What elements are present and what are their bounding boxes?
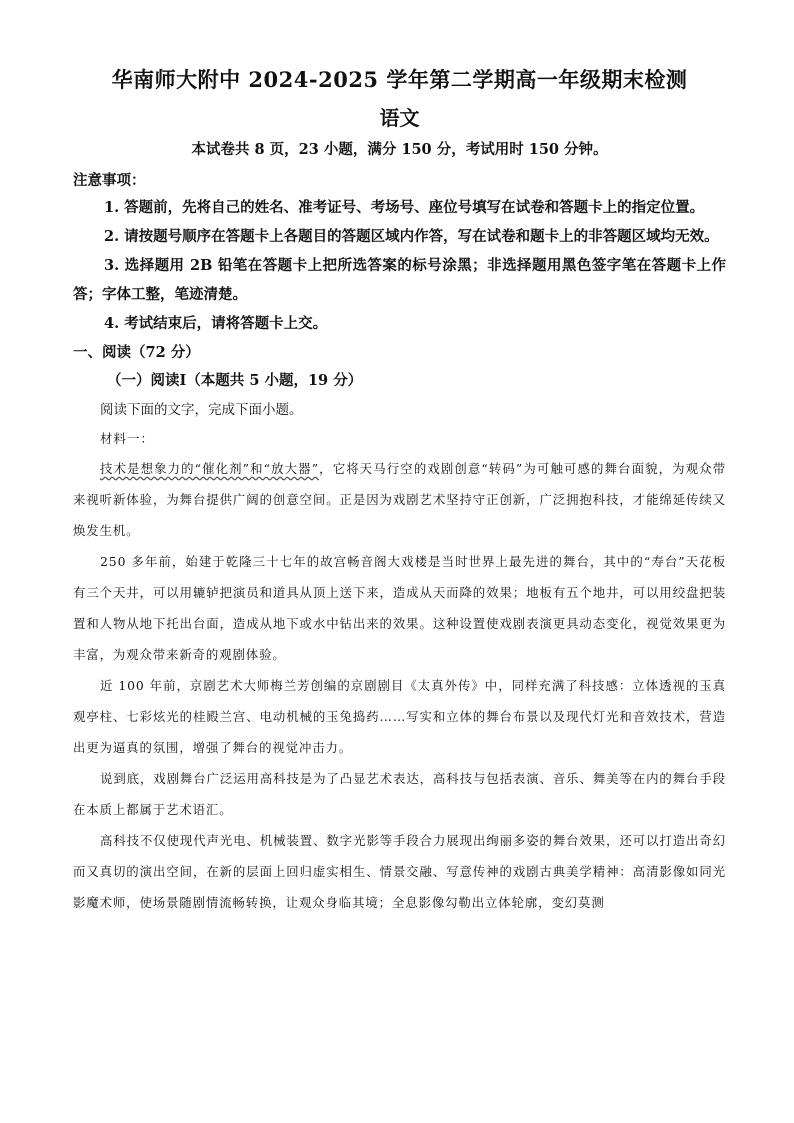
- notice-item-2: 2. 请按题号顺序在答题卡上各题目的答题区域内作答，写在试卷和题卡上的非答题区域均无效。: [104, 228, 719, 245]
- reading-instruction: 阅读下面的文字，完成下面小题。: [100, 402, 303, 418]
- section-title: 一、阅读（72 分）: [73, 344, 200, 361]
- passage-paragraph-4: 说到底，戏剧舞台广泛运用高科技是为了凸显艺术表达，高科技与包括表演、音乐、舞美等在内的舞台手段在本质上都属于艺术语汇。: [73, 771, 726, 817]
- passage-paragraph-5: 高科技不仅使现代声光电、机械装置、数字光影等手段合力展现出绚丽多姿的舞台效果，还可以打造出奇幻而又真切的演出空间，在新的层面上回归虚实相生、情景交融、写意传神的戏剧古典美学精神：高清影像如同光影魔术师，使场景随剧情流畅转换，让观众身临其境；全息影像勾勒出立体轮廓，变幻莫测: [73, 833, 726, 910]
- passage-paragraph-2: 250 多年前，始建于乾隆三十七年的故宫畅音阁大戏楼是当时世界上最先进的舞台，其中的“寿台”天花板有三个天井，可以用辘轳把演员和道具从顶上送下来，造成从天而降的效果；地板有五个地井，可以用绞盘把装置和人物从地下托出台面，造成从地下或水中钻出来的效果。这种设置使戏剧表演更具动态变化，视觉效果更为丰富，为观众带来新奇的观剧体验。: [73, 554, 726, 662]
- passage-paragraph-1: [73, 453, 726, 546]
- exam-title: 华南师大附中 2024-2025 学年第二学期高一年级期末检测: [111, 67, 688, 92]
- subject-title: 语文: [379, 106, 420, 130]
- material-heading: 材料一：: [100, 431, 155, 446]
- subsection-title: （一）阅读Ⅰ（本题共 5 小题，19 分）: [107, 372, 363, 389]
- notice-heading: 注意事项：: [73, 172, 146, 189]
- underlined-phrase: 技术是想象力的“催化剂”和“放大器”: [100, 461, 319, 476]
- exam-info: 本试卷共 8 页，23 小题，满分 150 分，考试用时 150 分钟。: [191, 141, 608, 158]
- notice-item-4: 4. 考试结束后，请将答题卡上交。: [104, 315, 328, 332]
- notice-item-1: 1. 答题前，先将自己的姓名、准考证号、考场号、座位号填写在试卷和答题卡上的指定位置。: [104, 199, 705, 216]
- notice-item-3: 3. 选择题用 2B 铅笔在答题卡上把所选答案的标号涂黑；非选择题用黑色签字笔在答题卡上作答；字体工整，笔迹清楚。: [73, 257, 726, 303]
- passage-paragraph-3: 近 100 年前，京剧艺术大师梅兰芳创编的京剧剧目《太真外传》中，同样充满了科技感：立体透视的玉真观亭柱、七彩炫光的桂殿兰宫、电动机械的玉兔捣药……写实和立体的舞台布景以及现代灯光和音效技术，营造出更为逼真的氛围，增强了舞台的视觉冲击力。: [73, 678, 726, 755]
- paragraph-1-text: ，它将天马行空的戏剧创意“转码”为可触可感的舞台面貌，为观众带来视听新体验，为舞台提供广阔的创意空间。正是因为戏剧艺术坚持守正创新，广泛拥抱科技，才能绵延传续又焕发生机。: [73, 461, 726, 538]
